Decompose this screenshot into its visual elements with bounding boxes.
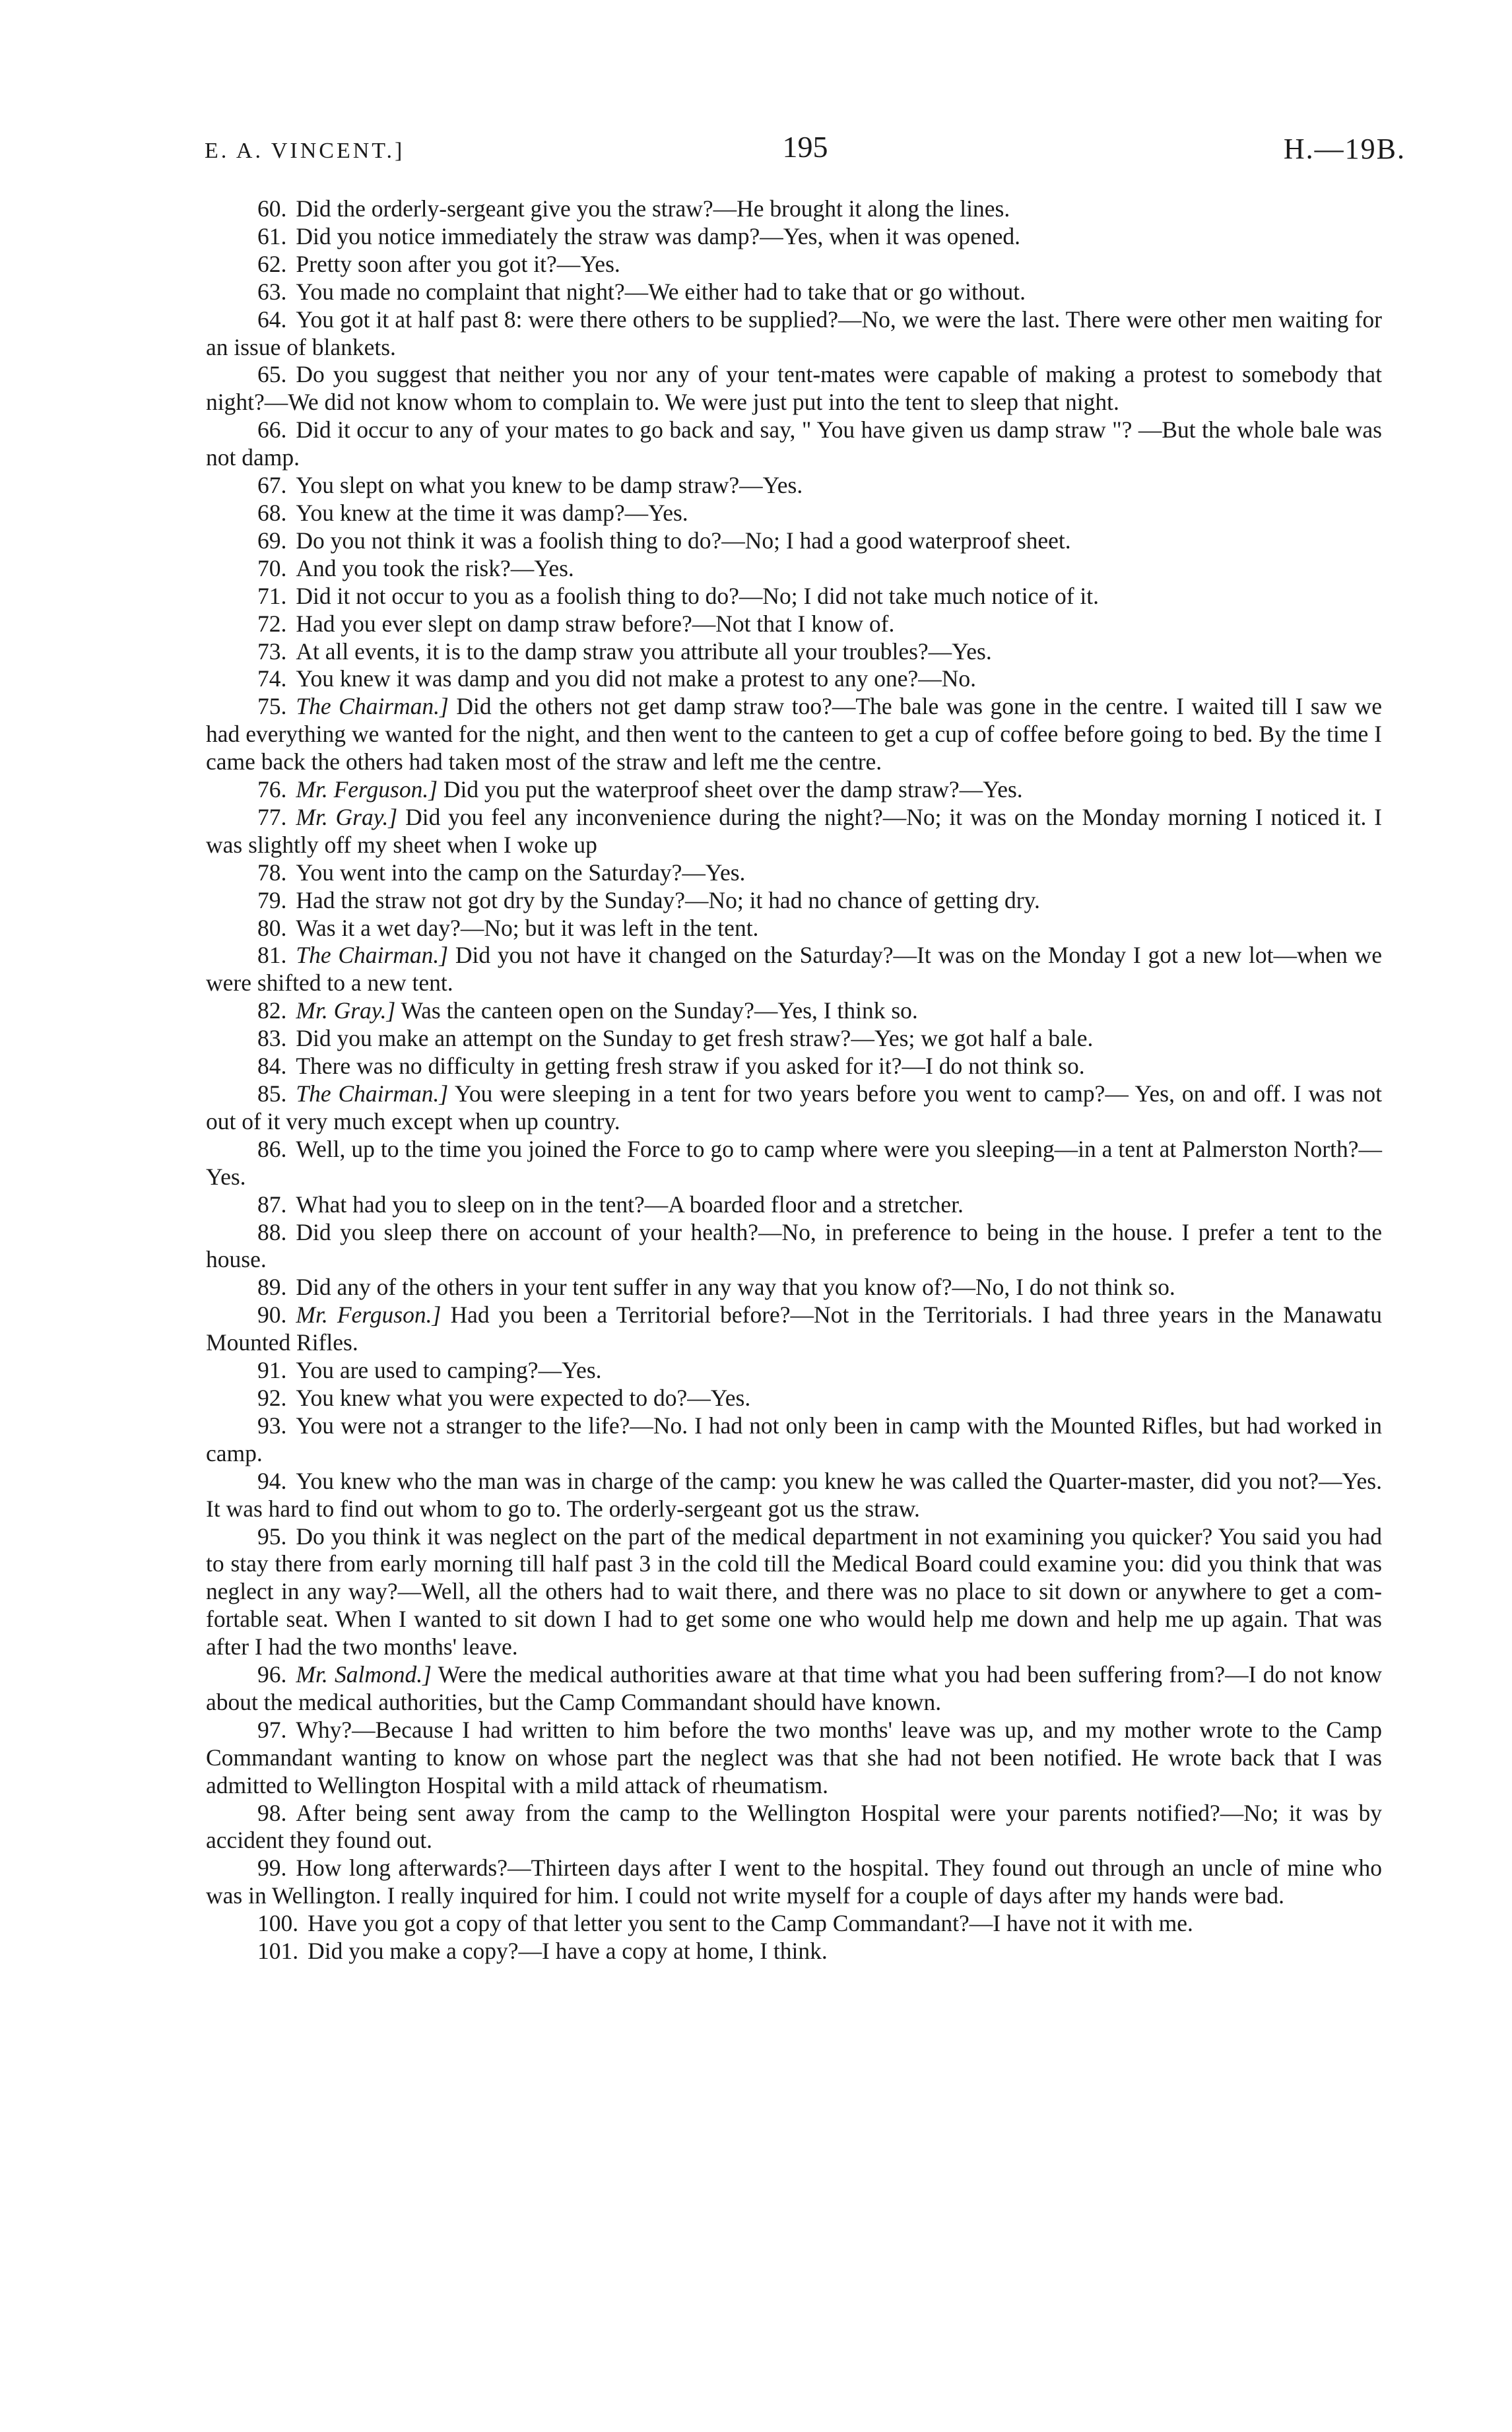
transcript-paragraph bbox=[206, 279, 1382, 306]
transcript-paragraph bbox=[206, 693, 1382, 776]
transcript-paragraph bbox=[206, 500, 1382, 527]
question-answer-text: You knew what you were expected to do?—Yes. bbox=[296, 1384, 751, 1411]
question-answer-text: Do you suggest that neither you nor any of your tent-mates were capable of making a protest to somebody that night?—We did not know whom to complain to. We were just put into the tent to sleep that night. bbox=[206, 361, 1382, 416]
transcript-paragraph bbox=[206, 1219, 1382, 1274]
transcript-paragraph bbox=[206, 223, 1382, 251]
question-number: 67. bbox=[257, 472, 287, 499]
transcript-paragraph bbox=[206, 1468, 1382, 1523]
transcript-paragraph bbox=[206, 1800, 1382, 1855]
transcript-paragraph bbox=[206, 1080, 1382, 1136]
document-reference: H.—19B. bbox=[1283, 133, 1406, 165]
question-number: 97. bbox=[257, 1716, 287, 1743]
transcript-body bbox=[206, 195, 1382, 1965]
speaker-label: Mr. Gray.] bbox=[296, 803, 398, 830]
question-answer-text: At all events, it is to the damp straw you attribute all your troubles?—Yes. bbox=[296, 638, 992, 665]
question-answer-text: Had the straw not got dry by the Sunday?—No; it had no chance of getting dry. bbox=[296, 886, 1040, 913]
speaker-label: The Chairman.] bbox=[296, 942, 449, 969]
question-answer-text: Did you make an attempt on the Sunday to get fresh straw?—Yes; we got half a bale. bbox=[296, 1025, 1094, 1052]
question-number: 86. bbox=[257, 1135, 287, 1162]
speaker-label: Mr. Salmond.] bbox=[296, 1661, 432, 1688]
transcript-paragraph bbox=[206, 610, 1382, 638]
question-number: 99. bbox=[257, 1855, 287, 1882]
question-number: 72. bbox=[257, 610, 287, 637]
question-answer-text: Well, up to the time you joined the Force to go to camp where were you sleeping—in a tent at Palmerston North?—Yes. bbox=[206, 1135, 1382, 1190]
question-number: 79. bbox=[257, 886, 287, 913]
question-answer-text: And you took the risk?—Yes. bbox=[296, 554, 574, 581]
question-answer-text: Did you sleep there on account of your health?—No, in preference to being in the house. I prefer a tent to the house. bbox=[206, 1218, 1382, 1273]
question-answer-text: You are used to camping?—Yes. bbox=[296, 1357, 602, 1384]
question-answer-text: You made no complaint that night?—We either had to take that or go without. bbox=[296, 278, 1026, 305]
speaker-label: Mr. Ferguson.] bbox=[296, 776, 438, 803]
transcript-paragraph bbox=[206, 306, 1382, 362]
question-answer-text: Did you notice immediately the straw was damp?—Yes, when it was opened. bbox=[296, 222, 1021, 249]
transcript-paragraph bbox=[206, 915, 1382, 942]
speaker-label: The Chairman.] bbox=[296, 693, 449, 720]
question-number: 101. bbox=[257, 1938, 299, 1965]
question-answer-text: Did you make a copy?—I have a copy at home, I think. bbox=[308, 1938, 828, 1965]
question-number: 73. bbox=[257, 638, 287, 665]
transcript-paragraph bbox=[206, 251, 1382, 279]
question-answer-text: Do you think it was neglect on the part of the medical department in not examining you quicker? You said you had to stay there from early morning till half past 3 in the cold till the Medical Board could examine you: did you think that was neglect in any way?—Well, all the others had to wait there, and there was no place to sit down or anywhere to get a com-fortable seat. When I wanted to sit down I had to get some one who would help me down and help me up again. That was after I had the two months' leave. bbox=[206, 1523, 1382, 1660]
question-number: 91. bbox=[257, 1357, 287, 1384]
transcript-paragraph bbox=[206, 1855, 1382, 1910]
question-number: 82. bbox=[257, 997, 287, 1024]
question-number: 77. bbox=[257, 803, 287, 830]
transcript-paragraph bbox=[206, 665, 1382, 693]
question-answer-text: Did any of the others in your tent suffer in any way that you know of?—No, I do not think so. bbox=[296, 1274, 1175, 1301]
question-answer-text: You slept on what you knew to be damp straw?—Yes. bbox=[296, 472, 803, 499]
speaker-label: Mr. Gray.] bbox=[296, 997, 396, 1024]
question-answer-text: Do you not think it was a foolish thing to do?—No; I had a good waterproof sheet. bbox=[296, 527, 1071, 554]
question-number: 63. bbox=[257, 278, 287, 305]
question-number: 81. bbox=[257, 942, 287, 969]
witness-name: E. A. VINCENT.] bbox=[205, 139, 405, 163]
transcript-paragraph bbox=[206, 1661, 1382, 1717]
transcript-paragraph bbox=[206, 1274, 1382, 1301]
transcript-paragraph bbox=[206, 804, 1382, 859]
question-number: 71. bbox=[257, 582, 287, 609]
transcript-paragraph bbox=[206, 1717, 1382, 1800]
question-number: 75. bbox=[257, 693, 287, 720]
question-number: 88. bbox=[257, 1218, 287, 1245]
question-number: 95. bbox=[257, 1523, 287, 1550]
transcript-paragraph bbox=[206, 997, 1382, 1025]
question-answer-text: You went into the camp on the Saturday?—Yes. bbox=[296, 859, 746, 886]
question-answer-text: What had you to sleep on in the tent?—A boarded floor and a stretcher. bbox=[296, 1191, 964, 1218]
page-number: 195 bbox=[782, 130, 828, 164]
transcript-paragraph bbox=[206, 1385, 1382, 1412]
question-answer-text: You knew who the man was in charge of the camp: you knew he was called the Quarter-master, did you not?—Yes. It was hard to find out whom to go to. The orderly-sergeant got us the straw. bbox=[206, 1467, 1382, 1522]
transcript-paragraph bbox=[206, 638, 1382, 666]
transcript-paragraph bbox=[206, 555, 1382, 583]
transcript-paragraph bbox=[206, 1301, 1382, 1357]
transcript-paragraph bbox=[206, 776, 1382, 804]
question-answer-text: You got it at half past 8: were there others to be supplied?—No, we were the last. There were other men waiting for an issue of blankets. bbox=[206, 306, 1382, 360]
question-number: 83. bbox=[257, 1025, 287, 1052]
question-number: 78. bbox=[257, 859, 287, 886]
transcript-paragraph bbox=[206, 1938, 1382, 1965]
question-number: 68. bbox=[257, 499, 287, 526]
question-answer-text: You were not a stranger to the life?—No. I had not only been in camp with the Mounted Rifles, but had worked in camp. bbox=[206, 1412, 1382, 1466]
question-number: 90. bbox=[257, 1301, 287, 1329]
question-number: 70. bbox=[257, 554, 287, 581]
transcript-paragraph bbox=[206, 1025, 1382, 1053]
transcript-paragraph bbox=[206, 583, 1382, 610]
question-answer-text: You knew it was damp and you did not make a protest to any one?—No. bbox=[296, 665, 977, 692]
transcript-paragraph bbox=[206, 1136, 1382, 1191]
question-number: 65. bbox=[257, 361, 287, 388]
question-answer-text: Had you ever slept on damp straw before?—Not that I know of. bbox=[296, 610, 895, 637]
question-answer-text: Did the others not get damp straw too?—The bale was gone in the centre. I waited till I saw we had everything we wanted for the night, and then went to the canteen to get a cup of coffee before going to bed. By the time I came back the others had taken most of the straw and left me the centre. bbox=[206, 693, 1382, 775]
question-number: 98. bbox=[257, 1799, 287, 1826]
transcript-paragraph bbox=[206, 887, 1382, 915]
question-answer-text: Have you got a copy of that letter you sent to the Camp Commandant?—I have not it with me. bbox=[308, 1910, 1193, 1937]
question-answer-text: Pretty soon after you got it?—Yes. bbox=[296, 250, 620, 277]
transcript-paragraph bbox=[206, 1523, 1382, 1662]
transcript-paragraph bbox=[206, 416, 1382, 472]
question-answer-text: Why?—Because I had written to him before the two months' leave was up, and my mother wrote to the Camp Commandant wanting to know on whose part the neglect was that she had not been notified. He wrote back that I was admitted to Wellington Hospital with a mild attack of rheumatism. bbox=[206, 1716, 1382, 1798]
transcript-paragraph bbox=[206, 472, 1382, 500]
question-answer-text: After being sent away from the camp to the Wellington Hospital were your parents notified?—No; it was by accident they found out. bbox=[206, 1799, 1382, 1854]
speaker-label: Mr. Ferguson.] bbox=[296, 1301, 442, 1329]
question-answer-text: Was the canteen open on the Sunday?—Yes, I think so. bbox=[401, 997, 918, 1024]
question-answer-text: Did you not have it changed on the Saturday?—It was on the Monday I got a new lot—when we were shifted to a new tent. bbox=[206, 942, 1383, 997]
question-number: 89. bbox=[257, 1274, 287, 1301]
question-number: 87. bbox=[257, 1191, 287, 1218]
speaker-label: The Chairman.] bbox=[296, 1080, 449, 1107]
question-answer-text: Was it a wet day?—No; but it was left in the tent. bbox=[296, 914, 759, 941]
question-answer-text: Were the medical authorities aware at that time what you had been suffering from?—I do not know about the medical authorities, but the Camp Commandant should have known. bbox=[206, 1661, 1382, 1715]
question-number: 64. bbox=[257, 306, 287, 333]
transcript-paragraph bbox=[206, 859, 1382, 887]
transcript-paragraph bbox=[206, 527, 1382, 555]
question-number: 62. bbox=[257, 250, 287, 277]
question-number: 92. bbox=[257, 1384, 287, 1411]
question-number: 84. bbox=[257, 1053, 287, 1080]
transcript-paragraph bbox=[206, 195, 1382, 223]
transcript-paragraph bbox=[206, 1412, 1382, 1468]
question-answer-text: Did the orderly-sergeant give you the straw?—He brought it along the lines. bbox=[296, 195, 1010, 222]
question-number: 85. bbox=[257, 1080, 287, 1107]
transcript-paragraph bbox=[206, 1357, 1382, 1385]
question-number: 60. bbox=[257, 195, 287, 222]
question-number: 61. bbox=[257, 222, 287, 249]
question-number: 80. bbox=[257, 914, 287, 941]
question-number: 93. bbox=[257, 1412, 287, 1439]
question-answer-text: Did it not occur to you as a foolish thing to do?—No; I did not take much notice of it. bbox=[296, 582, 1100, 609]
question-number: 96. bbox=[257, 1661, 287, 1688]
question-answer-text: Did you put the waterproof sheet over the damp straw?—Yes. bbox=[443, 776, 1023, 803]
question-number: 76. bbox=[257, 776, 287, 803]
question-number: 94. bbox=[257, 1467, 287, 1494]
question-number: 69. bbox=[257, 527, 287, 554]
question-answer-text: Did it occur to any of your mates to go back and say, " You have given us damp straw "? —But the whole bale was not damp. bbox=[206, 416, 1382, 471]
question-number: 100. bbox=[257, 1910, 299, 1937]
transcript-paragraph bbox=[206, 1191, 1382, 1219]
page-header bbox=[205, 129, 1406, 176]
transcript-paragraph bbox=[206, 1053, 1382, 1080]
transcript-paragraph bbox=[206, 1910, 1382, 1938]
transcript-paragraph bbox=[206, 361, 1382, 416]
question-answer-text: You knew at the time it was damp?—Yes. bbox=[296, 499, 688, 526]
question-answer-text: How long afterwards?—Thirteen days after I went to the hospital. They found out through an uncle of mine who was in Wellington. I really inquired for him. I could not write myself for a couple of days after my hands were bad. bbox=[206, 1855, 1382, 1909]
transcript-paragraph bbox=[206, 942, 1382, 997]
question-number: 74. bbox=[257, 665, 287, 692]
question-answer-text: There was no difficulty in getting fresh straw if you asked for it?—I do not think so. bbox=[296, 1053, 1085, 1080]
question-answer-text: You were sleeping in a tent for two years before you went to camp?— Yes, on and off. I was not out of it very much except when up country. bbox=[206, 1080, 1383, 1134]
question-answer-text: Did you feel any inconvenience during the night?—No; it was on the Monday morning I noticed it. I was slightly off my sheet when I woke up bbox=[206, 803, 1382, 858]
question-number: 66. bbox=[257, 416, 287, 444]
question-answer-text: Had you been a Territorial before?—Not in the Territorials. I had three years in the Manawatu Mounted Rifles. bbox=[206, 1301, 1383, 1356]
